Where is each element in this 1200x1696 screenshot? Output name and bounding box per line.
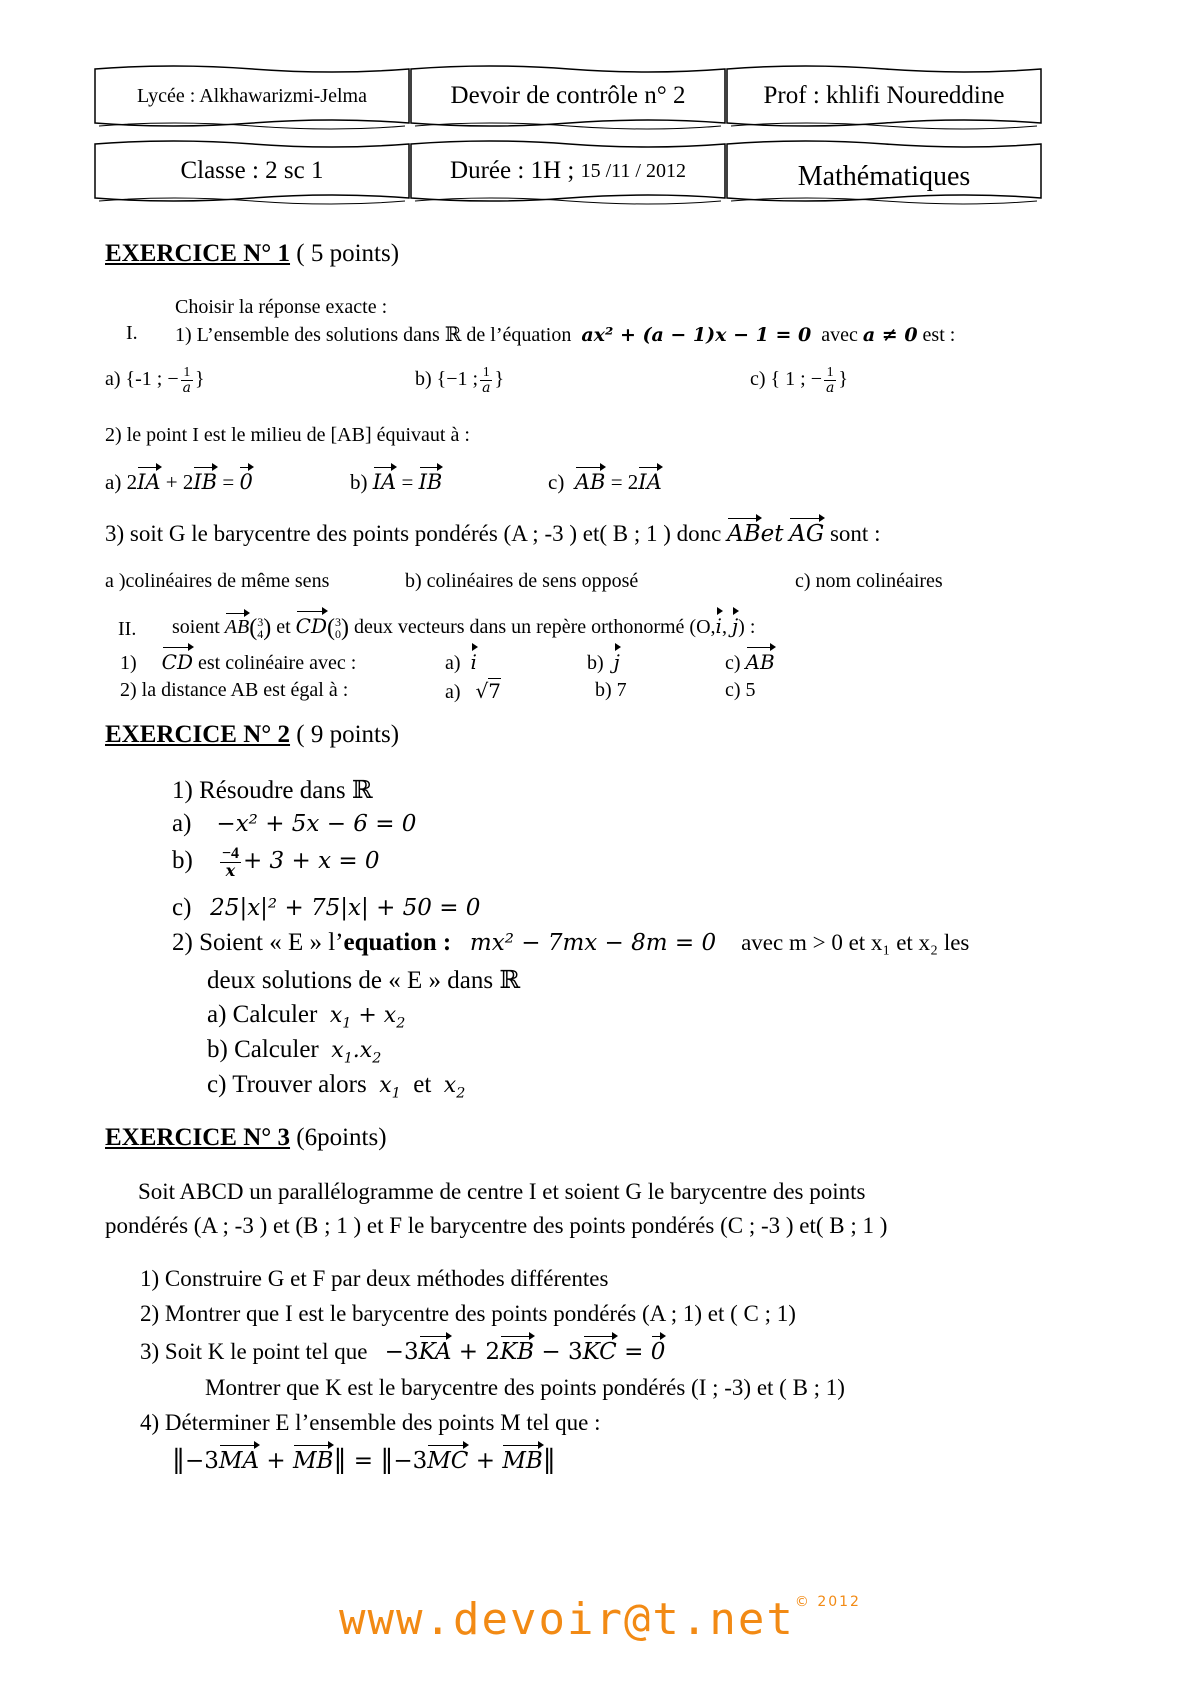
ex1-q1-option-a[interactable]: a) {-1 ; − $\frac{1}{a}$ } bbox=[105, 365, 205, 396]
ex3-q2: 2) Montrer que I est le barycentre des points pondérés (A ; 1) et ( C ; 1) bbox=[140, 1301, 796, 1326]
ex2-qb-label: b) bbox=[172, 847, 193, 875]
ex1-q3-option-a[interactable]: a )colinéaires de même sens bbox=[105, 570, 330, 592]
ex2-qa-eq: −x² + 5x − 6 = 0 bbox=[216, 811, 417, 837]
ex3-q1: 1) Construire G et F par deux méthodes différentes bbox=[140, 1266, 609, 1291]
ex2-q2-bold: equation : bbox=[343, 929, 452, 956]
ex2-q2b: b) Calculer $x_1.x_2$ bbox=[207, 1036, 382, 1067]
p2-text4: ) : bbox=[738, 616, 756, 638]
ex2-q2 bbox=[172, 929, 969, 957]
ex1-q3-end: sont : bbox=[829, 521, 881, 546]
option-a-text: a) {-1 ; − bbox=[105, 368, 179, 391]
matiere-label: Mathématiques bbox=[797, 161, 971, 192]
ex2-qb bbox=[172, 846, 380, 879]
ex1-q1-text: 1) L’ensemble des solutions dans ℝ de l’équation bbox=[175, 324, 572, 346]
date-text: 15 /11 / 2012 bbox=[580, 159, 686, 182]
vector-cd-coords: ( 3 0 ) bbox=[327, 614, 349, 642]
ex2-qa-label: a) bbox=[172, 810, 192, 837]
ex1-q2-option-a[interactable]: a) 2IA + 2IB = 0 bbox=[105, 470, 253, 494]
ex1-p2-q1-option-c[interactable]: c) AB bbox=[725, 650, 775, 674]
vector-ab-coords: ( 3 4 ) bbox=[249, 614, 272, 642]
ex1-p2-q2-option-b[interactable]: b) 7 bbox=[595, 679, 627, 701]
ex1-title: EXERCICE N° 1 bbox=[105, 240, 291, 267]
ex3-q3-text: 3) Soit K le point tel que bbox=[140, 1339, 368, 1364]
ex1-part1-label: I. bbox=[126, 322, 138, 344]
ex1-q1-cond-text: avec bbox=[821, 324, 858, 346]
ex1-p2-q2-option-a[interactable]: a) √7 bbox=[445, 679, 502, 703]
ex3-intro-line1: Soit ABCD un parallélogramme de centre I et soient G le barycentre des points bbox=[138, 1179, 866, 1204]
ex1-p2-q1-option-a[interactable]: a) i bbox=[445, 650, 477, 674]
ex3-q3b: Montrer que K est le barycentre des points pondérés (I ; -3) et ( B ; 1) bbox=[205, 1375, 845, 1400]
prof-label: Prof : khlifi Noureddine bbox=[763, 82, 1005, 109]
classe-label: Classe : 2 sc 1 bbox=[180, 157, 324, 184]
header-box-matiere bbox=[725, 140, 1043, 208]
ex3-intro-line2: pondérés (A ; -3 ) et (B ; 1 ) et F le barycentre des points pondérés (C ; -3 ) et( B ; 1 ) bbox=[105, 1213, 888, 1238]
ex2-q2a-label: a) Calculer bbox=[207, 1001, 318, 1028]
ex1-p2-q1-option-b[interactable]: b) j bbox=[587, 650, 620, 674]
ex2-points: ( 9 points) bbox=[296, 721, 400, 748]
fraction-1-over-a: $\frac{1}{a}$ bbox=[825, 365, 835, 396]
ex3-points: (6points) bbox=[296, 1124, 387, 1151]
duree-text: Durée : 1H ; bbox=[450, 157, 575, 184]
ex2-q1: 1) Résoudre dans ℝ bbox=[172, 777, 373, 804]
p2q1-text: est colinéaire avec : bbox=[198, 652, 357, 674]
footer-site[interactable]: www.devoir@t.net bbox=[339, 1594, 795, 1645]
ex1-heading bbox=[105, 240, 399, 268]
ex2-qa bbox=[172, 810, 416, 838]
p2-text2: et bbox=[276, 616, 291, 638]
fraction-minus4-over-x: $\frac{-4}{x}$ bbox=[221, 845, 239, 880]
ex2-q2-eq: mx² − 7mx − 8m = 0 bbox=[469, 930, 717, 956]
option-b-text: b) {−1 ; bbox=[415, 368, 479, 391]
ex3-q4: 4) Déterminer E l’ensemble des points M tel que : bbox=[140, 1410, 601, 1435]
header-box-devoir bbox=[409, 65, 727, 133]
header-box-lycee bbox=[93, 65, 411, 133]
fraction-1-over-a: $\frac{1}{a}$ bbox=[182, 365, 191, 396]
ex1-p2-q2-option-c[interactable]: c) 5 bbox=[725, 679, 756, 701]
ex2-q2-line2: deux solutions de « E » dans ℝ bbox=[207, 967, 521, 994]
ex1-q2-option-b[interactable]: b) IA = IB bbox=[350, 470, 443, 494]
ex1-part2-label: II. bbox=[118, 618, 137, 640]
ex1-intro: Choisir la réponse exacte : bbox=[175, 296, 388, 318]
header-box-prof bbox=[725, 65, 1043, 133]
ex1-q1 bbox=[175, 322, 955, 347]
ex1-q1-end: est : bbox=[922, 324, 956, 346]
p2-text3: deux vecteurs dans un repère orthonormé (O, bbox=[354, 616, 716, 638]
ex1-q2-option-c[interactable]: c) AB = 2IA bbox=[548, 470, 662, 494]
ex1-part2-intro: soient AB ( 3 4 ) et CD ( 3 0 ) deux vecteurs dans un repère orthonormé (O,i, j) : bbox=[172, 614, 756, 642]
ex2-q2-cond: avec m > 0 et x₁ et x₂ les bbox=[741, 930, 970, 955]
ex2-q2c-and: et bbox=[413, 1071, 432, 1098]
ex1-q3-option-c[interactable]: c) nom colinéaires bbox=[795, 570, 943, 592]
fraction-1-over-a: $\frac{1}{a}$ bbox=[482, 365, 491, 396]
ex2-heading bbox=[105, 721, 399, 749]
ex1-q1-equation: ax² + (a − 1)x − 1 = 0 bbox=[581, 324, 812, 346]
header-box-duree bbox=[409, 140, 727, 208]
ex2-q2b-label: b) Calculer bbox=[207, 1036, 319, 1063]
ex2-qb-eq: + 3 + x = 0 bbox=[242, 848, 380, 875]
ex1-p2-q2: 2) la distance AB est égal à : bbox=[120, 679, 349, 701]
ex2-q2c: c) Trouver alors $x_1$ et $x_2$ bbox=[207, 1071, 466, 1102]
ex1-q1-option-c[interactable]: c) { 1 ; − $\frac{1}{a}$ } bbox=[750, 365, 848, 396]
ex3-q4-equation: ‖−3MA + MB‖ = ‖−3MC + MB‖ bbox=[172, 1445, 556, 1475]
ex3-heading bbox=[105, 1124, 387, 1152]
ex2-qc bbox=[172, 894, 480, 922]
ex1-q2: 2) le point I est le milieu de [AB] équivaut à : bbox=[105, 424, 470, 446]
ex3-title: EXERCICE N° 3 bbox=[105, 1124, 291, 1151]
header-box-classe bbox=[93, 140, 411, 208]
footer-watermark bbox=[0, 1594, 1200, 1645]
ex2-title: EXERCICE N° 2 bbox=[105, 721, 291, 748]
ex2-qc-eq: 25|x|² + 75|x| + 50 = 0 bbox=[210, 895, 481, 921]
duree-label bbox=[409, 140, 727, 202]
ex1-points: ( 5 points) bbox=[296, 240, 400, 267]
lycee-label: Lycée : Alkhawarizmi-Jelma bbox=[137, 84, 367, 107]
ex1-q1-option-b[interactable]: b) {−1 ; $\frac{1}{a}$ } bbox=[415, 365, 505, 396]
ex2-q2-label: 2) Soient « E » l’ bbox=[172, 929, 344, 956]
ex1-q3: 3) soit G le barycentre des points pondérés (A ; -3 ) et( B ; 1 ) donc ABet AG sont : bbox=[105, 521, 881, 547]
footer-copyright: © 2012 bbox=[794, 1594, 861, 1610]
ex1-p2-q1: 1) CD est colinéaire avec : bbox=[120, 650, 357, 674]
ex1-q3-option-b[interactable]: b) colinéaires de sens opposé bbox=[405, 570, 639, 592]
option-c-text: c) { 1 ; − bbox=[750, 368, 822, 391]
ex2-q2a: a) Calculer $x_1 + x_2$ bbox=[207, 1001, 406, 1032]
p2-text1: soient bbox=[172, 616, 220, 638]
ex1-q1-cond: a ≠ 0 bbox=[862, 324, 918, 346]
ex1-q3-text: 3) soit G le barycentre des points pondérés (A ; -3 ) et( B ; 1 ) donc bbox=[105, 521, 722, 546]
ex2-q2c-label: c) Trouver alors bbox=[207, 1071, 367, 1098]
ex1-q3-and: et bbox=[760, 521, 784, 547]
devoir-label: Devoir de contrôle n° 2 bbox=[450, 82, 686, 109]
ex3-q3: 3) Soit K le point tel que −3KA + 2KB − 3KC = 0 bbox=[140, 1339, 666, 1365]
ex2-qc-label: c) bbox=[172, 894, 192, 921]
p2q2-a-label: a) bbox=[445, 681, 461, 703]
